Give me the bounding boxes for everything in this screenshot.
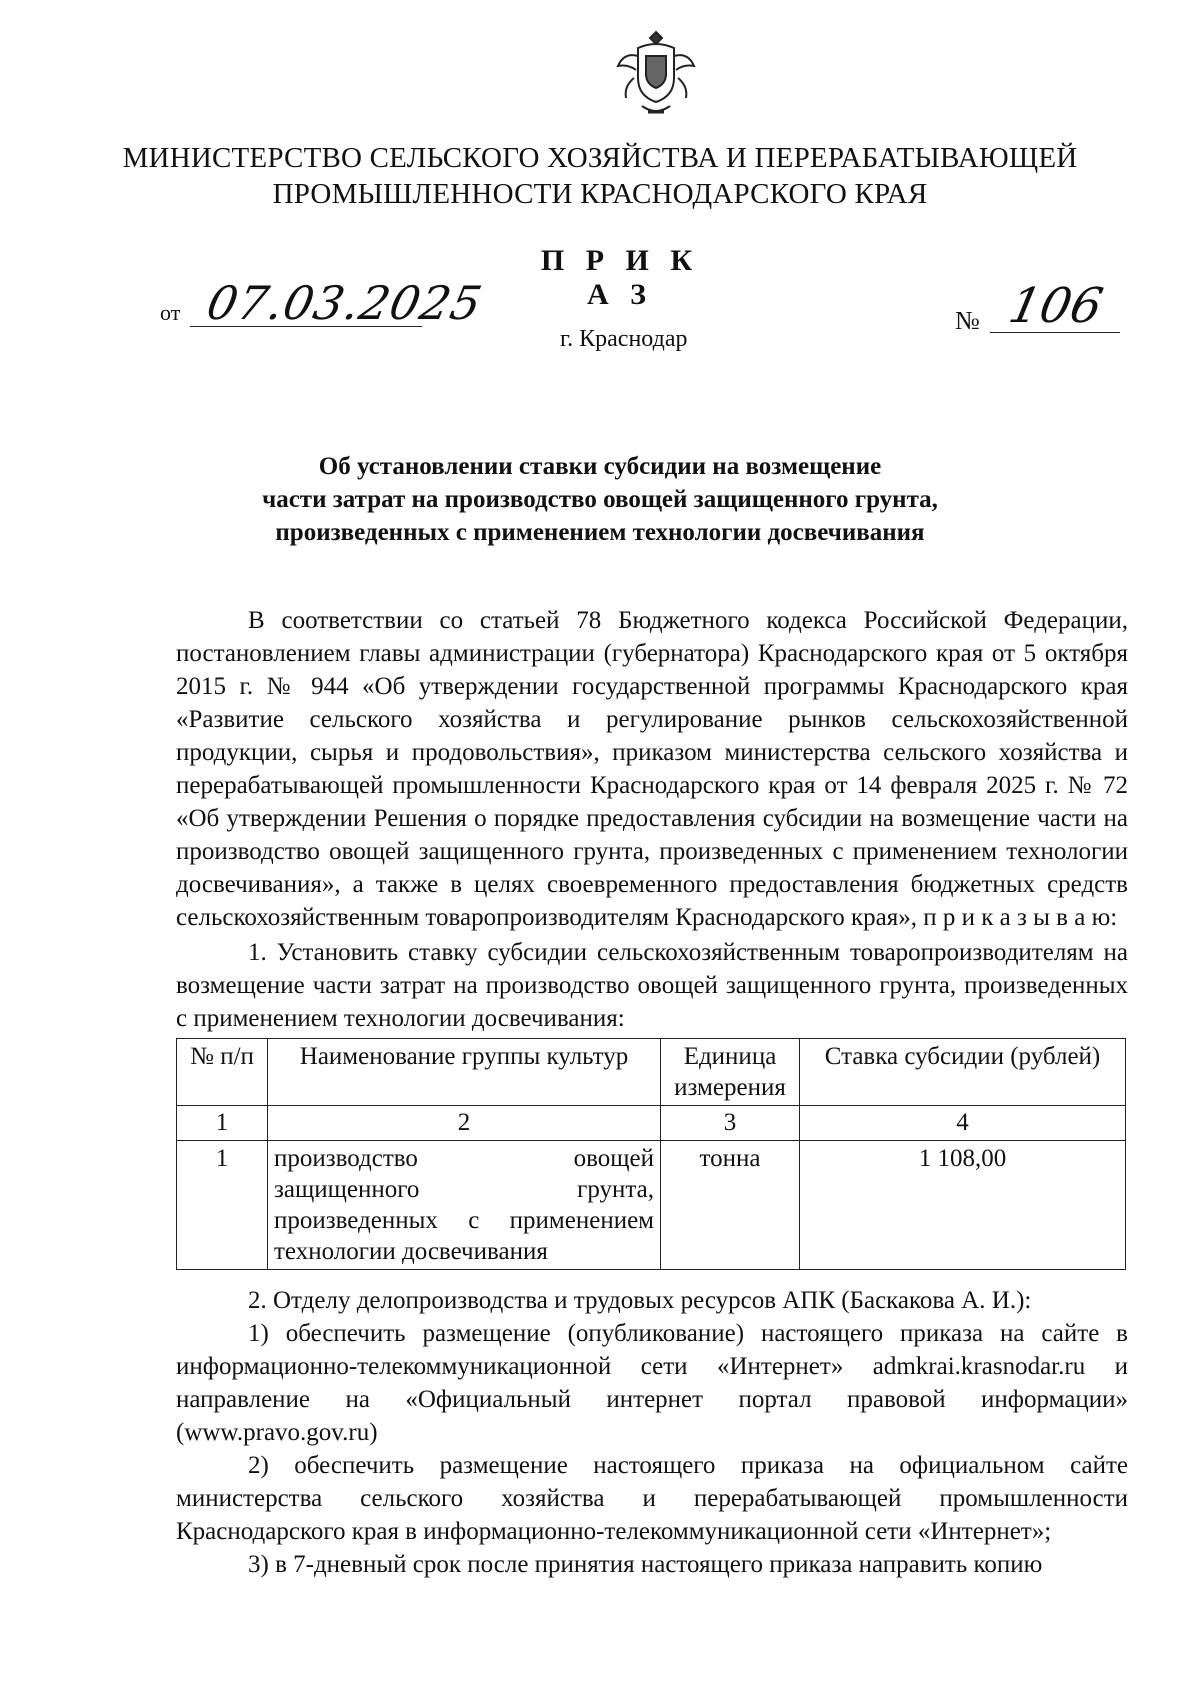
header-cell-number: № п/п (177, 1039, 268, 1106)
ministry-name-line1: МИНИСТЕРСТВО СЕЛЬСКОГО ХОЗЯЙСТВА И ПЕРЕРАБАТЫВАЮЩЕЙ (122, 142, 1078, 174)
date-prefix: от (160, 300, 181, 325)
coat-of-arms-emblem (608, 26, 704, 122)
table-index-row (177, 1106, 1126, 1141)
title-line-1: Об установлении ставки субсидии на возмещение (318, 453, 882, 480)
clause-2-1-paragraph: 1) обеспечить размещение (опубликование) настоящего приказа на сайте в информационно-телекоммуникационной сети «Интернет» admkrai.krasnodar.ru и направление на «Официальный интернет портал правовой информации» (www.pravo.gov.ru) (176, 1320, 1128, 1446)
table-header-row (177, 1039, 1126, 1106)
index-cell: 1 (177, 1106, 268, 1141)
index-cell: 2 (268, 1106, 661, 1141)
preamble-paragraph: В соответствии со статьей 78 Бюджетного кодекса Российской Федерации, постановлением главы администрации (губернатора) Краснодарского края от 5 октября 2015 г. № 944 «Об утверждении государственной программы Краснодарского края «Развитие сельского хозяйства и регулирование рынков сельскохозяйственной продукции, сырья и продовольствия», приказом министерства сельского хозяйства и перерабатывающей промышленности Краснодарского края от 14 февраля 2025 г. № 72 «Об утверждении Решения о порядке предоставления субсидии на возмещение части на производство овощей защищенного грунта, произведенных с применением технологии досвечивания», а также в целях своевременного предоставления бюджетных средств сельскохозяйственным товаропроизводителям Краснодарского края», п р и к а з ы в а ю: (176, 607, 1128, 931)
number-prefix: № (955, 306, 980, 335)
clause-2-3-paragraph: 3) в 7-дневный срок после принятия настоящего приказа направить копию (248, 1551, 1043, 1578)
clause-1-paragraph: 1. Установить ставку субсидии сельскохозяйственным товаропроизводителям на возмещение части затрат на производство овощей защищенного грунта, произведенных с применением технологии досвечивания: (176, 939, 1128, 1032)
row-number-cell: 1 (177, 1141, 268, 1270)
row-unit-cell: тонна (661, 1141, 800, 1270)
handwritten-number: 106 (1004, 278, 1108, 334)
after-table-section (176, 1284, 1128, 1581)
index-cell: 3 (661, 1106, 800, 1141)
subsidy-rate-table (176, 1038, 1126, 1270)
clause-2-paragraph: 2. Отделу делопроизводства и трудовых ресурсов АПК (Баскакова А. И.): (248, 1287, 1032, 1314)
row-rate-cell: 1 108,00 (800, 1141, 1126, 1270)
handwritten-date: 07.03.2025 (202, 276, 488, 330)
title-line-2: части затрат на производство овощей защищенного грунта, (262, 486, 938, 513)
header-cell-rate: Ставка субсидии (рублей) (800, 1039, 1126, 1106)
header-cell-unit: Единица измерения (661, 1039, 800, 1106)
ministry-name-line2: ПРОМЫШЛЕННОСТИ КРАСНОДАРСКОГО КРАЯ (272, 178, 928, 210)
clause-2-2-paragraph: 2) обеспечить размещение настоящего приказа на официальном сайте министерства сельского хозяйства и перерабатывающей промышленности Краснодарского края в информационно-телекоммуникационной сети «Интернет»; (176, 1452, 1128, 1545)
row-crop-group-cell: производство овощей защищенного грунта, произведенных с применением технологии досвечивания (268, 1141, 661, 1270)
table-row (177, 1141, 1126, 1270)
title-line-3: произведенных с применением технологии досвечивания (275, 519, 925, 546)
header-cell-crop-group: Наименование группы культур (268, 1039, 661, 1106)
index-cell: 4 (800, 1106, 1126, 1141)
order-title (150, 450, 1050, 549)
city: г. Краснодар (560, 326, 688, 352)
document-type: П Р И К А З (540, 244, 700, 311)
